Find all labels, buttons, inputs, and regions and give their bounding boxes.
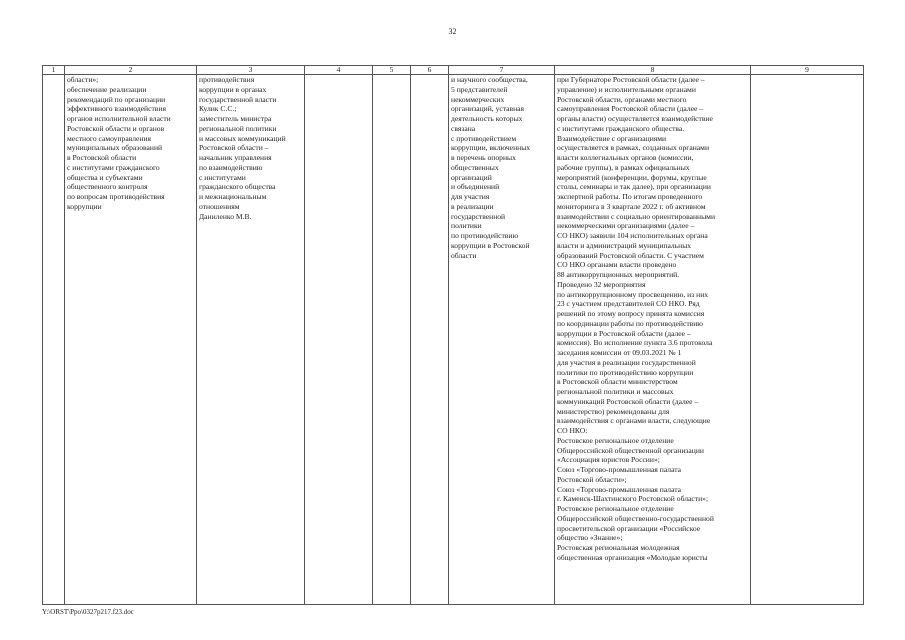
text-line: начальник управления xyxy=(199,153,272,162)
text-line: рабочие группы), в рамках официальных xyxy=(557,162,690,172)
column-number: 3 xyxy=(197,66,305,75)
text-line: заседания комиссии от 09.03.2021 № 1 xyxy=(557,348,682,357)
text-line: организаций, уставная xyxy=(451,104,525,114)
text-line: эффективного взаимодействия xyxy=(67,104,166,114)
text-line: по антикоррупционному просвещению, из них xyxy=(557,289,709,299)
text-line: коррупции, включенных xyxy=(451,143,531,153)
text-line: взаимодействия с органами власти, следующие xyxy=(557,416,711,426)
text-line: власти и администраций муниципальных xyxy=(557,240,692,250)
text-line: по взаимодействию xyxy=(199,162,263,172)
text-line: Взаимодействие с организациями xyxy=(557,133,667,143)
text-line: общественных xyxy=(451,162,499,172)
cell-col-3 xyxy=(197,75,305,605)
text-line: общественная организация «Молодые юристы xyxy=(557,552,708,562)
text-line: по противодействию xyxy=(451,231,519,240)
text-line: управление) и исполнительными органами xyxy=(557,84,696,94)
text-line: региональной политики xyxy=(199,123,277,133)
cell-col-8 xyxy=(555,75,751,605)
text-line: Ростовское региональное отделение xyxy=(557,504,674,513)
text-line: коррупции в Ростовской xyxy=(451,240,530,250)
text-line: некоммерческими организациями (далее – xyxy=(557,221,695,231)
text-line: отношениям xyxy=(199,201,240,211)
text-line: и межнациональным xyxy=(199,192,267,201)
text-line: в Ростовской области министерством xyxy=(557,377,678,387)
text-line: просветительской организации «Российское xyxy=(557,523,701,533)
text-line: некоммерческих xyxy=(451,94,505,104)
text-line: «Ассоциация юристов России»; xyxy=(557,455,660,465)
text-line: мероприятий (конференции, форумы, круглые xyxy=(557,172,707,182)
text-line: органы власти) осуществляется взаимодействие xyxy=(557,114,713,123)
table-row xyxy=(43,75,864,605)
text-line: органов исполнительной власти xyxy=(67,114,171,123)
text-line: Ростовской области – xyxy=(199,143,269,153)
column-number: 6 xyxy=(411,66,449,75)
text-line: экспертной работы. По итогам проведенного xyxy=(557,192,703,201)
column-number: 4 xyxy=(305,66,373,75)
text-line: Общероссийской общественной организации xyxy=(557,445,704,455)
column-number: 1 xyxy=(43,66,65,75)
text-line: для участия в реализации государственной xyxy=(557,357,696,367)
text-line: Ростовской области и органов xyxy=(67,123,165,133)
column-number: 9 xyxy=(751,66,864,75)
text-line: коррупции в Ростовской области (далее – xyxy=(557,328,691,338)
column-number: 2 xyxy=(65,66,197,75)
text-line: общество «Знание»; xyxy=(557,533,623,543)
text-line: по вопросам противодействия xyxy=(67,192,165,201)
text-line: области xyxy=(451,250,477,260)
text-line: столы, семинары и так далее), при организации xyxy=(557,182,711,192)
column-number: 8 xyxy=(555,66,751,75)
text-line: деятельность которых xyxy=(451,114,523,123)
text-line: самоуправления Ростовской области (далее – xyxy=(557,104,704,114)
text-line: обеспечение реализации xyxy=(67,84,147,94)
file-path-footer: Y:\ORST\Ppo\0327p217.f23.doc xyxy=(42,608,134,616)
text-line: политики по противодействию коррупции xyxy=(557,367,694,377)
text-line: Общероссийской общественно-государственной xyxy=(557,513,714,523)
text-line: гражданского общества xyxy=(199,182,276,192)
cell-col-1 xyxy=(43,75,65,605)
text-line: министерство) рекомендованы для xyxy=(557,406,670,416)
text-line: Союз «Торгово-промышленная палата xyxy=(557,484,682,494)
text-line: Ростовской области, органами местного xyxy=(557,94,687,104)
cell-col-2 xyxy=(65,75,197,605)
text-line: организаций xyxy=(451,172,492,182)
page-number: 32 xyxy=(448,27,457,36)
text-line: решений по этому вопросу принята комиссия xyxy=(557,309,705,318)
text-line: СО НКО: xyxy=(557,426,588,435)
text-line: с институтами xyxy=(199,172,246,182)
text-line: 5 представителей xyxy=(451,84,508,94)
text-line: г. Каменск-Шахтинского Ростовской области»; xyxy=(557,494,709,504)
text-line: с противодействием xyxy=(451,133,517,143)
text-line: в реализации xyxy=(451,201,494,211)
text-line: мониторинга в 3 квартале 2022 г. об активном xyxy=(557,201,706,211)
text-line: государственной власти xyxy=(199,94,277,104)
text-line: общественного контроля xyxy=(67,182,148,192)
text-line: власти коллегиальных органов (комиссии, xyxy=(557,153,694,162)
text-line: образований Ростовской области. С участием xyxy=(557,250,704,260)
text-line: региональной политики и массовых xyxy=(557,387,674,396)
text-line: Ростовской области»; xyxy=(557,474,627,484)
text-line: и научного сообщества, xyxy=(451,75,528,84)
text-line: заместитель министра xyxy=(199,114,272,123)
text-line: взаимодействии с социально ориентированными xyxy=(557,211,716,221)
text-line: по координации работы по противодействию xyxy=(557,318,703,328)
text-line: 88 антикоррупционных мероприятий. xyxy=(557,270,680,279)
text-line: СО НКО) заявили 104 исполнительных органа xyxy=(557,231,708,240)
text-line: комиссия). Во исполнение пункта 3.6 протокола xyxy=(557,338,713,348)
text-line: местного самоуправления xyxy=(67,133,151,143)
text-line: Проведено 32 мероприятия xyxy=(557,279,646,289)
text-line: общества и субъектами xyxy=(67,172,143,182)
text-line: в Ростовской области xyxy=(67,153,137,162)
cell-col-5 xyxy=(373,75,411,605)
text-line: коррупции xyxy=(67,201,102,211)
text-line: противодействия xyxy=(199,75,255,84)
text-line: для участия xyxy=(451,192,490,201)
text-line: политики xyxy=(451,221,482,231)
column-number: 5 xyxy=(373,66,411,75)
text-line: осуществляется в рамках, созданных органами xyxy=(557,143,710,153)
text-line: и массовых коммуникаций xyxy=(199,133,286,143)
text-line: при Губернаторе Ростовской области (далее – xyxy=(557,75,705,84)
text-line: Ростовская региональная молодежная xyxy=(557,543,680,552)
text-line: Даниленко М.В. xyxy=(199,211,252,221)
column-number: 7 xyxy=(449,66,555,75)
text-line: Союз «Торгово-промышленная палата xyxy=(557,465,682,474)
text-line: и объединений xyxy=(451,182,500,192)
text-line: области»; xyxy=(67,75,99,84)
text-line: с институтами гражданского xyxy=(67,162,160,172)
document-table xyxy=(42,65,864,605)
text-line: рекомендаций по организации xyxy=(67,94,166,104)
cell-col-9 xyxy=(751,75,864,605)
text-line: государственной xyxy=(451,211,506,221)
text-line: коррупции в органах xyxy=(199,84,267,94)
text-line: коммуникаций Ростовской области (далее – xyxy=(557,396,699,406)
text-line: Ростовское региональное отделение xyxy=(557,435,674,445)
cell-col-6 xyxy=(411,75,449,605)
text-line: 23 с участием представителей СО НКО. Ряд xyxy=(557,299,700,309)
cell-col-7 xyxy=(449,75,555,605)
text-line: Кулик С.С.; xyxy=(199,104,237,114)
cell-col-4 xyxy=(305,75,373,605)
text-line: в перечень опорных xyxy=(451,153,516,162)
text-line: связана xyxy=(451,123,476,133)
column-number-row xyxy=(43,66,864,75)
text-line: муниципальных образований xyxy=(67,143,163,153)
text-line: с институтами гражданского общества. xyxy=(557,123,685,133)
text-line: СО НКО органами власти проведено xyxy=(557,260,677,270)
